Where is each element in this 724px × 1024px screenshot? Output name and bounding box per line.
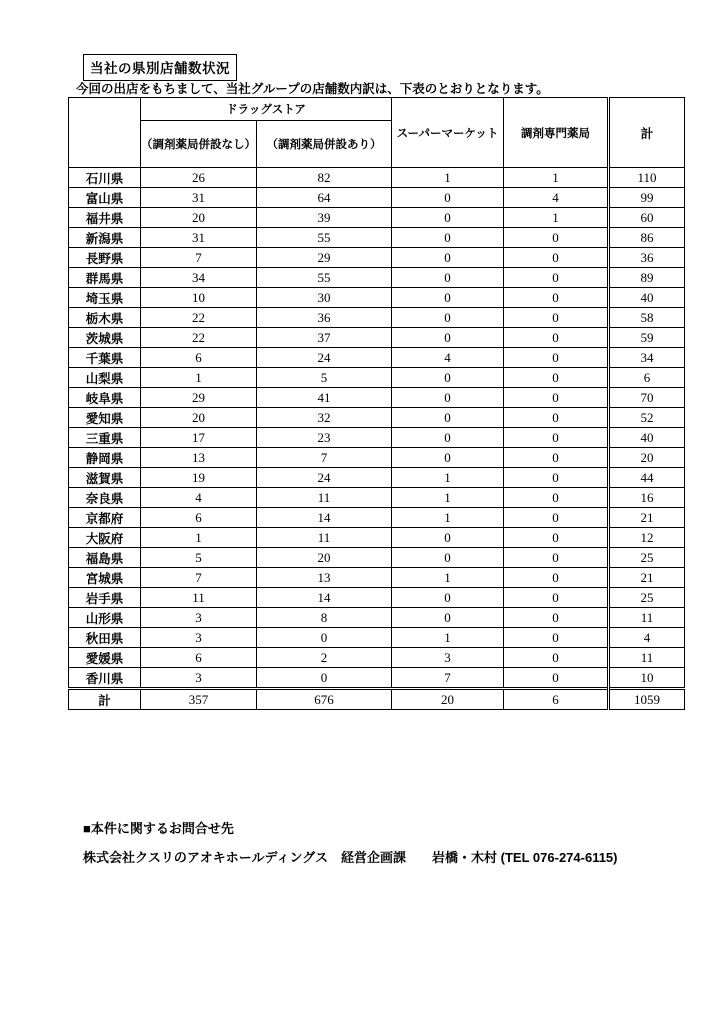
count-cell: 0 [504,548,609,568]
count-cell: 31 [141,228,257,248]
table-row [69,588,685,608]
count-cell: 70 [609,388,685,408]
table-row [69,468,685,488]
count-cell: 5 [257,368,392,388]
count-cell: 20 [141,208,257,228]
count-cell: 0 [504,488,609,508]
header-drugstore: ドラッグストア [141,98,392,121]
count-cell: 0 [504,668,609,689]
count-cell: 0 [392,548,504,568]
count-cell: 676 [257,689,392,710]
count-cell: 7 [392,668,504,689]
count-cell: 29 [141,388,257,408]
count-cell: 59 [609,328,685,348]
count-cell: 7 [141,568,257,588]
count-cell: 11 [141,588,257,608]
count-cell: 55 [257,228,392,248]
count-cell: 4 [141,488,257,508]
table-row [69,188,685,208]
count-cell: 0 [392,248,504,268]
table-body [69,168,685,710]
table-row [69,248,685,268]
prefecture-label: 京都府 [69,508,141,528]
count-cell: 82 [257,168,392,188]
corner-cell [69,98,141,168]
count-cell: 0 [504,288,609,308]
count-cell: 4 [504,188,609,208]
count-cell: 44 [609,468,685,488]
table-row [69,328,685,348]
count-cell: 0 [392,528,504,548]
count-cell: 0 [504,348,609,368]
count-cell: 10 [141,288,257,308]
count-cell: 1059 [609,689,685,710]
contact-section [83,818,618,866]
prefecture-label: 福島県 [69,548,141,568]
table-row [69,508,685,528]
count-cell: 25 [609,548,685,568]
table-row [69,408,685,428]
header-drugstore-no-pharmacy: （調剤薬局併設なし） [141,121,257,168]
table-row [69,228,685,248]
count-cell: 0 [504,628,609,648]
count-cell: 20 [141,408,257,428]
count-cell: 22 [141,308,257,328]
count-cell: 21 [609,508,685,528]
count-cell: 1 [392,568,504,588]
count-cell: 0 [257,668,392,689]
count-cell: 6 [141,348,257,368]
table-row [69,608,685,628]
count-cell: 0 [504,268,609,288]
prefecture-label: 宮城県 [69,568,141,588]
count-cell: 0 [504,228,609,248]
prefecture-label: 栃木県 [69,308,141,328]
document-title: 当社の県別店舗数状況 [90,61,230,76]
count-cell: 0 [504,368,609,388]
count-cell: 110 [609,168,685,188]
prefecture-label: 茨城県 [69,328,141,348]
contact-heading: ■本件に関するお問合せ先 [83,821,234,836]
count-cell: 4 [392,348,504,368]
prefecture-label: 香川県 [69,668,141,689]
count-cell: 4 [609,628,685,648]
prefecture-label: 群馬県 [69,268,141,288]
count-cell: 36 [257,308,392,328]
count-cell: 0 [392,608,504,628]
count-cell: 0 [392,308,504,328]
count-cell: 40 [609,428,685,448]
count-cell: 31 [141,188,257,208]
count-cell: 0 [504,308,609,328]
count-cell: 0 [392,428,504,448]
count-cell: 22 [141,328,257,348]
table-row [69,548,685,568]
total-label: 計 [69,689,141,710]
prefecture-label: 秋田県 [69,628,141,648]
prefecture-label: 埼玉県 [69,288,141,308]
count-cell: 12 [609,528,685,548]
count-cell: 24 [257,468,392,488]
count-cell: 7 [257,448,392,468]
count-cell: 0 [504,568,609,588]
count-cell: 11 [257,488,392,508]
count-cell: 1 [504,208,609,228]
count-cell: 0 [504,588,609,608]
count-cell: 6 [141,508,257,528]
prefecture-label: 愛媛県 [69,648,141,668]
count-cell: 0 [392,588,504,608]
count-cell: 357 [141,689,257,710]
prefecture-label: 山梨県 [69,368,141,388]
document-title-box [83,54,237,81]
count-cell: 16 [609,488,685,508]
count-cell: 29 [257,248,392,268]
count-cell: 1 [392,628,504,648]
count-cell: 0 [504,408,609,428]
prefecture-label: 岐阜県 [69,388,141,408]
count-cell: 0 [257,628,392,648]
count-cell: 0 [392,268,504,288]
count-cell: 11 [609,608,685,628]
prefecture-label: 福井県 [69,208,141,228]
count-cell: 2 [257,648,392,668]
count-cell: 0 [504,608,609,628]
count-cell: 0 [504,248,609,268]
count-cell: 0 [392,188,504,208]
contact-detail: 株式会社クスリのアオキホールディングス 経営企画課 岩橋・木村 (TEL 076-274-6115) [83,850,618,865]
count-cell: 0 [504,448,609,468]
count-cell: 0 [392,408,504,428]
count-cell: 3 [141,608,257,628]
count-cell: 11 [609,648,685,668]
count-cell: 0 [392,388,504,408]
count-cell: 1 [392,468,504,488]
count-cell: 30 [257,288,392,308]
table-row [69,168,685,188]
document-subtitle: 今回の出店をもちまして、当社グループの店舗数内訳は、下表のとおりとなります。 [76,82,549,96]
prefecture-label: 新潟県 [69,228,141,248]
prefecture-label: 千葉県 [69,348,141,368]
count-cell: 13 [257,568,392,588]
header-total: 計 [609,98,685,168]
prefecture-label: 大阪府 [69,528,141,548]
count-cell: 89 [609,268,685,288]
count-cell: 0 [504,428,609,448]
count-cell: 55 [257,268,392,288]
count-cell: 13 [141,448,257,468]
count-cell: 14 [257,588,392,608]
count-cell: 1 [392,168,504,188]
prefecture-label: 静岡県 [69,448,141,468]
count-cell: 0 [504,468,609,488]
count-cell: 52 [609,408,685,428]
count-cell: 0 [504,508,609,528]
count-cell: 0 [504,388,609,408]
table-row [69,388,685,408]
count-cell: 20 [609,448,685,468]
count-cell: 6 [609,368,685,388]
table-row [69,308,685,328]
count-cell: 36 [609,248,685,268]
count-cell: 5 [141,548,257,568]
count-cell: 0 [392,448,504,468]
count-cell: 3 [141,628,257,648]
count-cell: 37 [257,328,392,348]
count-cell: 86 [609,228,685,248]
count-cell: 0 [392,368,504,388]
count-cell: 25 [609,588,685,608]
table-row [69,528,685,548]
count-cell: 1 [141,368,257,388]
count-cell: 19 [141,468,257,488]
prefecture-label: 富山県 [69,188,141,208]
count-cell: 0 [504,648,609,668]
count-cell: 1 [392,488,504,508]
count-cell: 17 [141,428,257,448]
count-cell: 10 [609,668,685,689]
count-cell: 0 [504,328,609,348]
header-drugstore-with-pharmacy: （調剤薬局併設あり） [257,121,392,168]
prefecture-label: 愛知県 [69,408,141,428]
count-cell: 60 [609,208,685,228]
table-row [69,568,685,588]
header-dispensing-pharmacy: 調剤専門薬局 [504,98,609,168]
table-row [69,368,685,388]
table-row [69,348,685,368]
count-cell: 20 [257,548,392,568]
count-cell: 3 [392,648,504,668]
count-cell: 41 [257,388,392,408]
count-cell: 1 [504,168,609,188]
count-cell: 14 [257,508,392,528]
table-row [69,668,685,689]
prefecture-label: 三重県 [69,428,141,448]
table-row [69,268,685,288]
count-cell: 20 [392,689,504,710]
count-cell: 99 [609,188,685,208]
count-cell: 34 [609,348,685,368]
table-row [69,428,685,448]
count-cell: 0 [504,528,609,548]
table-row [69,648,685,668]
count-cell: 0 [392,328,504,348]
table-header [69,98,685,168]
store-count-table [68,97,685,710]
table-row [69,488,685,508]
header-supermarket: スーパーマーケット [392,98,504,168]
count-cell: 26 [141,168,257,188]
count-cell: 21 [609,568,685,588]
prefecture-label: 岩手県 [69,588,141,608]
count-cell: 34 [141,268,257,288]
count-cell: 32 [257,408,392,428]
count-cell: 1 [141,528,257,548]
count-cell: 7 [141,248,257,268]
prefecture-label: 石川県 [69,168,141,188]
count-cell: 1 [392,508,504,528]
count-cell: 39 [257,208,392,228]
table-row [69,628,685,648]
table-row [69,448,685,468]
count-cell: 24 [257,348,392,368]
prefecture-label: 長野県 [69,248,141,268]
count-cell: 23 [257,428,392,448]
count-cell: 0 [392,288,504,308]
count-cell: 3 [141,668,257,689]
count-cell: 8 [257,608,392,628]
count-cell: 0 [392,208,504,228]
count-cell: 40 [609,288,685,308]
count-cell: 6 [141,648,257,668]
count-cell: 64 [257,188,392,208]
count-cell: 6 [504,689,609,710]
count-cell: 58 [609,308,685,328]
table-total-row [69,689,685,710]
prefecture-label: 山形県 [69,608,141,628]
prefecture-label: 滋賀県 [69,468,141,488]
table-row [69,288,685,308]
prefecture-label: 奈良県 [69,488,141,508]
count-cell: 11 [257,528,392,548]
table-row [69,208,685,228]
count-cell: 0 [392,228,504,248]
